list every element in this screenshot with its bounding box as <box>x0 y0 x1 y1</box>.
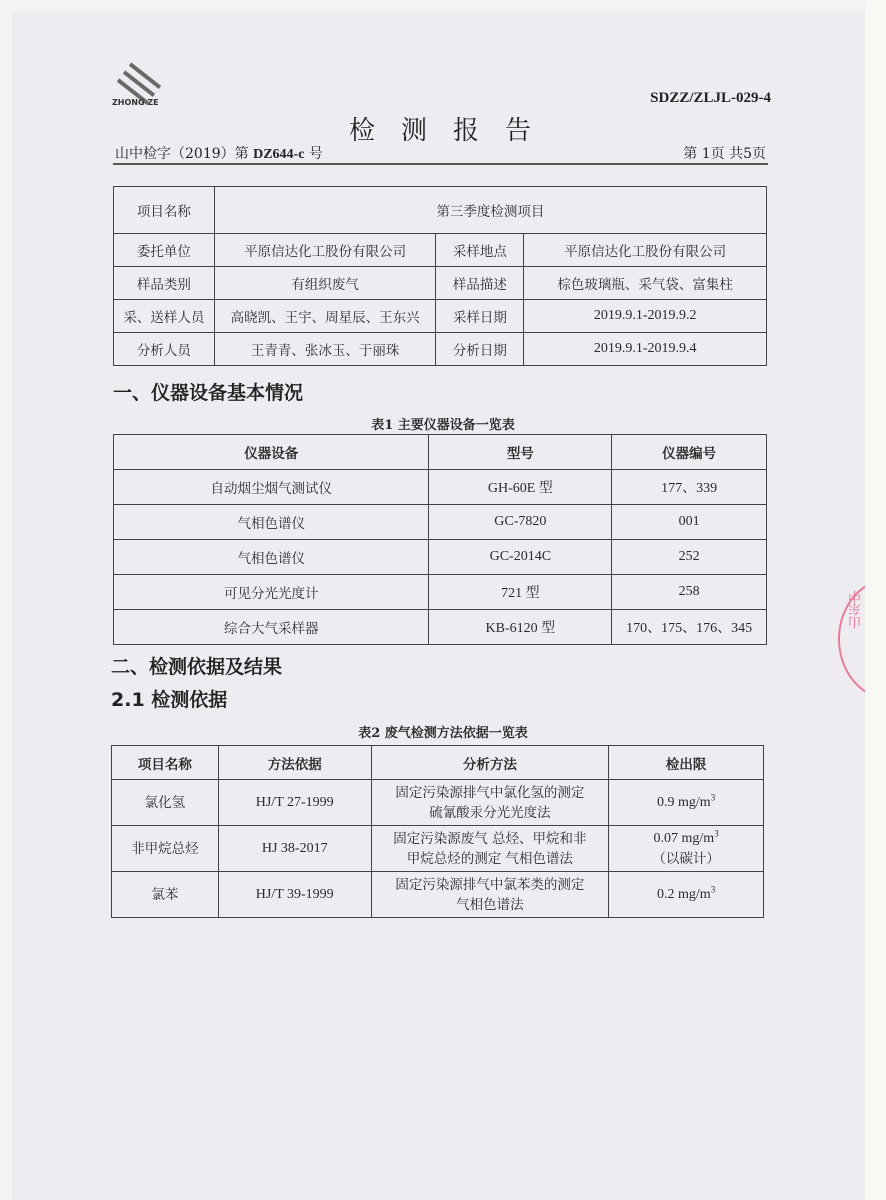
value-cell: 棕色玻璃瓶、采气袋、富集柱 <box>524 267 767 300</box>
label-cell: 采样日期 <box>436 300 524 333</box>
detection-limit: 0.2 $mg/m^3$ <box>609 872 764 918</box>
value-cell: 2019.9.1-2019.9.2 <box>524 300 767 333</box>
label-cell: 分析日期 <box>436 333 524 366</box>
instrument-model: GH-60E 型 <box>429 470 612 505</box>
value-cell: 有组织废气 <box>214 267 436 300</box>
label-cell: 样品类别 <box>114 267 215 300</box>
column-header: 型号 <box>429 435 612 470</box>
logo-text: ZHONG ZE <box>112 98 159 107</box>
instrument-model: KB-6120 型 <box>429 610 612 645</box>
analysis-method: 固定污染源排气中氯苯类的测定 气相色谱法 <box>371 872 609 918</box>
standard: HJ 38-2017 <box>218 826 371 872</box>
detection-limit: 0.07 $mg/m^3$ （以碳计） <box>609 826 764 872</box>
value-cell: 平原信达化工股份有限公司 <box>524 234 767 267</box>
instrument-model: GC-7820 <box>429 505 612 540</box>
value-cell: 王青青、张冰玉、于丽珠 <box>214 333 436 366</box>
column-header: 检出限 <box>609 746 764 780</box>
instrument-id: 170、175、176、345 <box>612 610 767 645</box>
report-number: 山中检字（2019）第 DZ644-c 号 <box>115 146 323 162</box>
instrument-id: 177、339 <box>612 470 767 505</box>
value-cell: 高晓凯、王宇、周星辰、王东兴 <box>214 300 436 333</box>
value-cell: 平原信达化工股份有限公司 <box>214 234 436 267</box>
value-cell: 2019.9.1-2019.9.4 <box>524 333 767 366</box>
instrument-id: 001 <box>612 505 767 540</box>
stamp-text: 山东中 <box>849 590 864 629</box>
column-header: 项目名称 <box>112 746 219 780</box>
scan-margin <box>865 0 886 1200</box>
instrument-name: 可见分光光度计 <box>114 575 429 610</box>
instrument-model: 721 型 <box>429 575 612 610</box>
analysis-method: 固定污染源排气中氯化氢的测定 硫氰酸汞分光光度法 <box>371 780 609 826</box>
table-caption: 表2 废气检测方法依据一览表 <box>358 726 528 741</box>
value-cell: 第三季度检测项目 <box>214 187 766 234</box>
column-header: 方法依据 <box>218 746 371 780</box>
label-cell: 采样地点 <box>436 234 524 267</box>
page-title: 检测报告 <box>348 116 557 146</box>
document-code: SDZZ/ZLJL-029-4 <box>650 90 771 106</box>
instrument-id: 258 <box>612 575 767 610</box>
item-name: 非甲烷总烃 <box>112 826 219 872</box>
table-caption: 表1 主要仪器设备一览表 <box>371 418 515 433</box>
column-header: 仪器编号 <box>612 435 767 470</box>
section-heading-basis: 二、检测依据及结果 <box>111 656 283 678</box>
label-cell: 委托单位 <box>114 234 215 267</box>
column-header: 分析方法 <box>371 746 609 780</box>
page-number: 第 1页 共5页 <box>683 146 766 162</box>
instrument-model: GC-2014C <box>429 540 612 575</box>
subsection-heading: 2.1 检测依据 <box>111 689 228 711</box>
column-header: 仪器设备 <box>114 435 429 470</box>
section-heading-instruments: 一、仪器设备基本情况 <box>113 382 304 404</box>
standard: HJ/T 39-1999 <box>218 872 371 918</box>
instrument-name: 综合大气采样器 <box>114 610 429 645</box>
instrument-name: 气相色谱仪 <box>114 505 429 540</box>
item-name: 氯苯 <box>112 872 219 918</box>
item-name: 氯化氢 <box>112 780 219 826</box>
label-cell: 采、送样人员 <box>114 300 215 333</box>
instrument-id: 252 <box>612 540 767 575</box>
detection-limit: 0.9 $mg/m^3$ <box>609 780 764 826</box>
label-cell: 分析人员 <box>114 333 215 366</box>
label-cell: 样品描述 <box>436 267 524 300</box>
label-cell: 项目名称 <box>114 187 215 234</box>
instrument-name: 自动烟尘烟气测试仪 <box>114 470 429 505</box>
standard: HJ/T 27-1999 <box>218 780 371 826</box>
analysis-method: 固定污染源废气 总烃、甲烷和非 甲烷总烃的测定 气相色谱法 <box>371 826 609 872</box>
instrument-name: 气相色谱仪 <box>114 540 429 575</box>
